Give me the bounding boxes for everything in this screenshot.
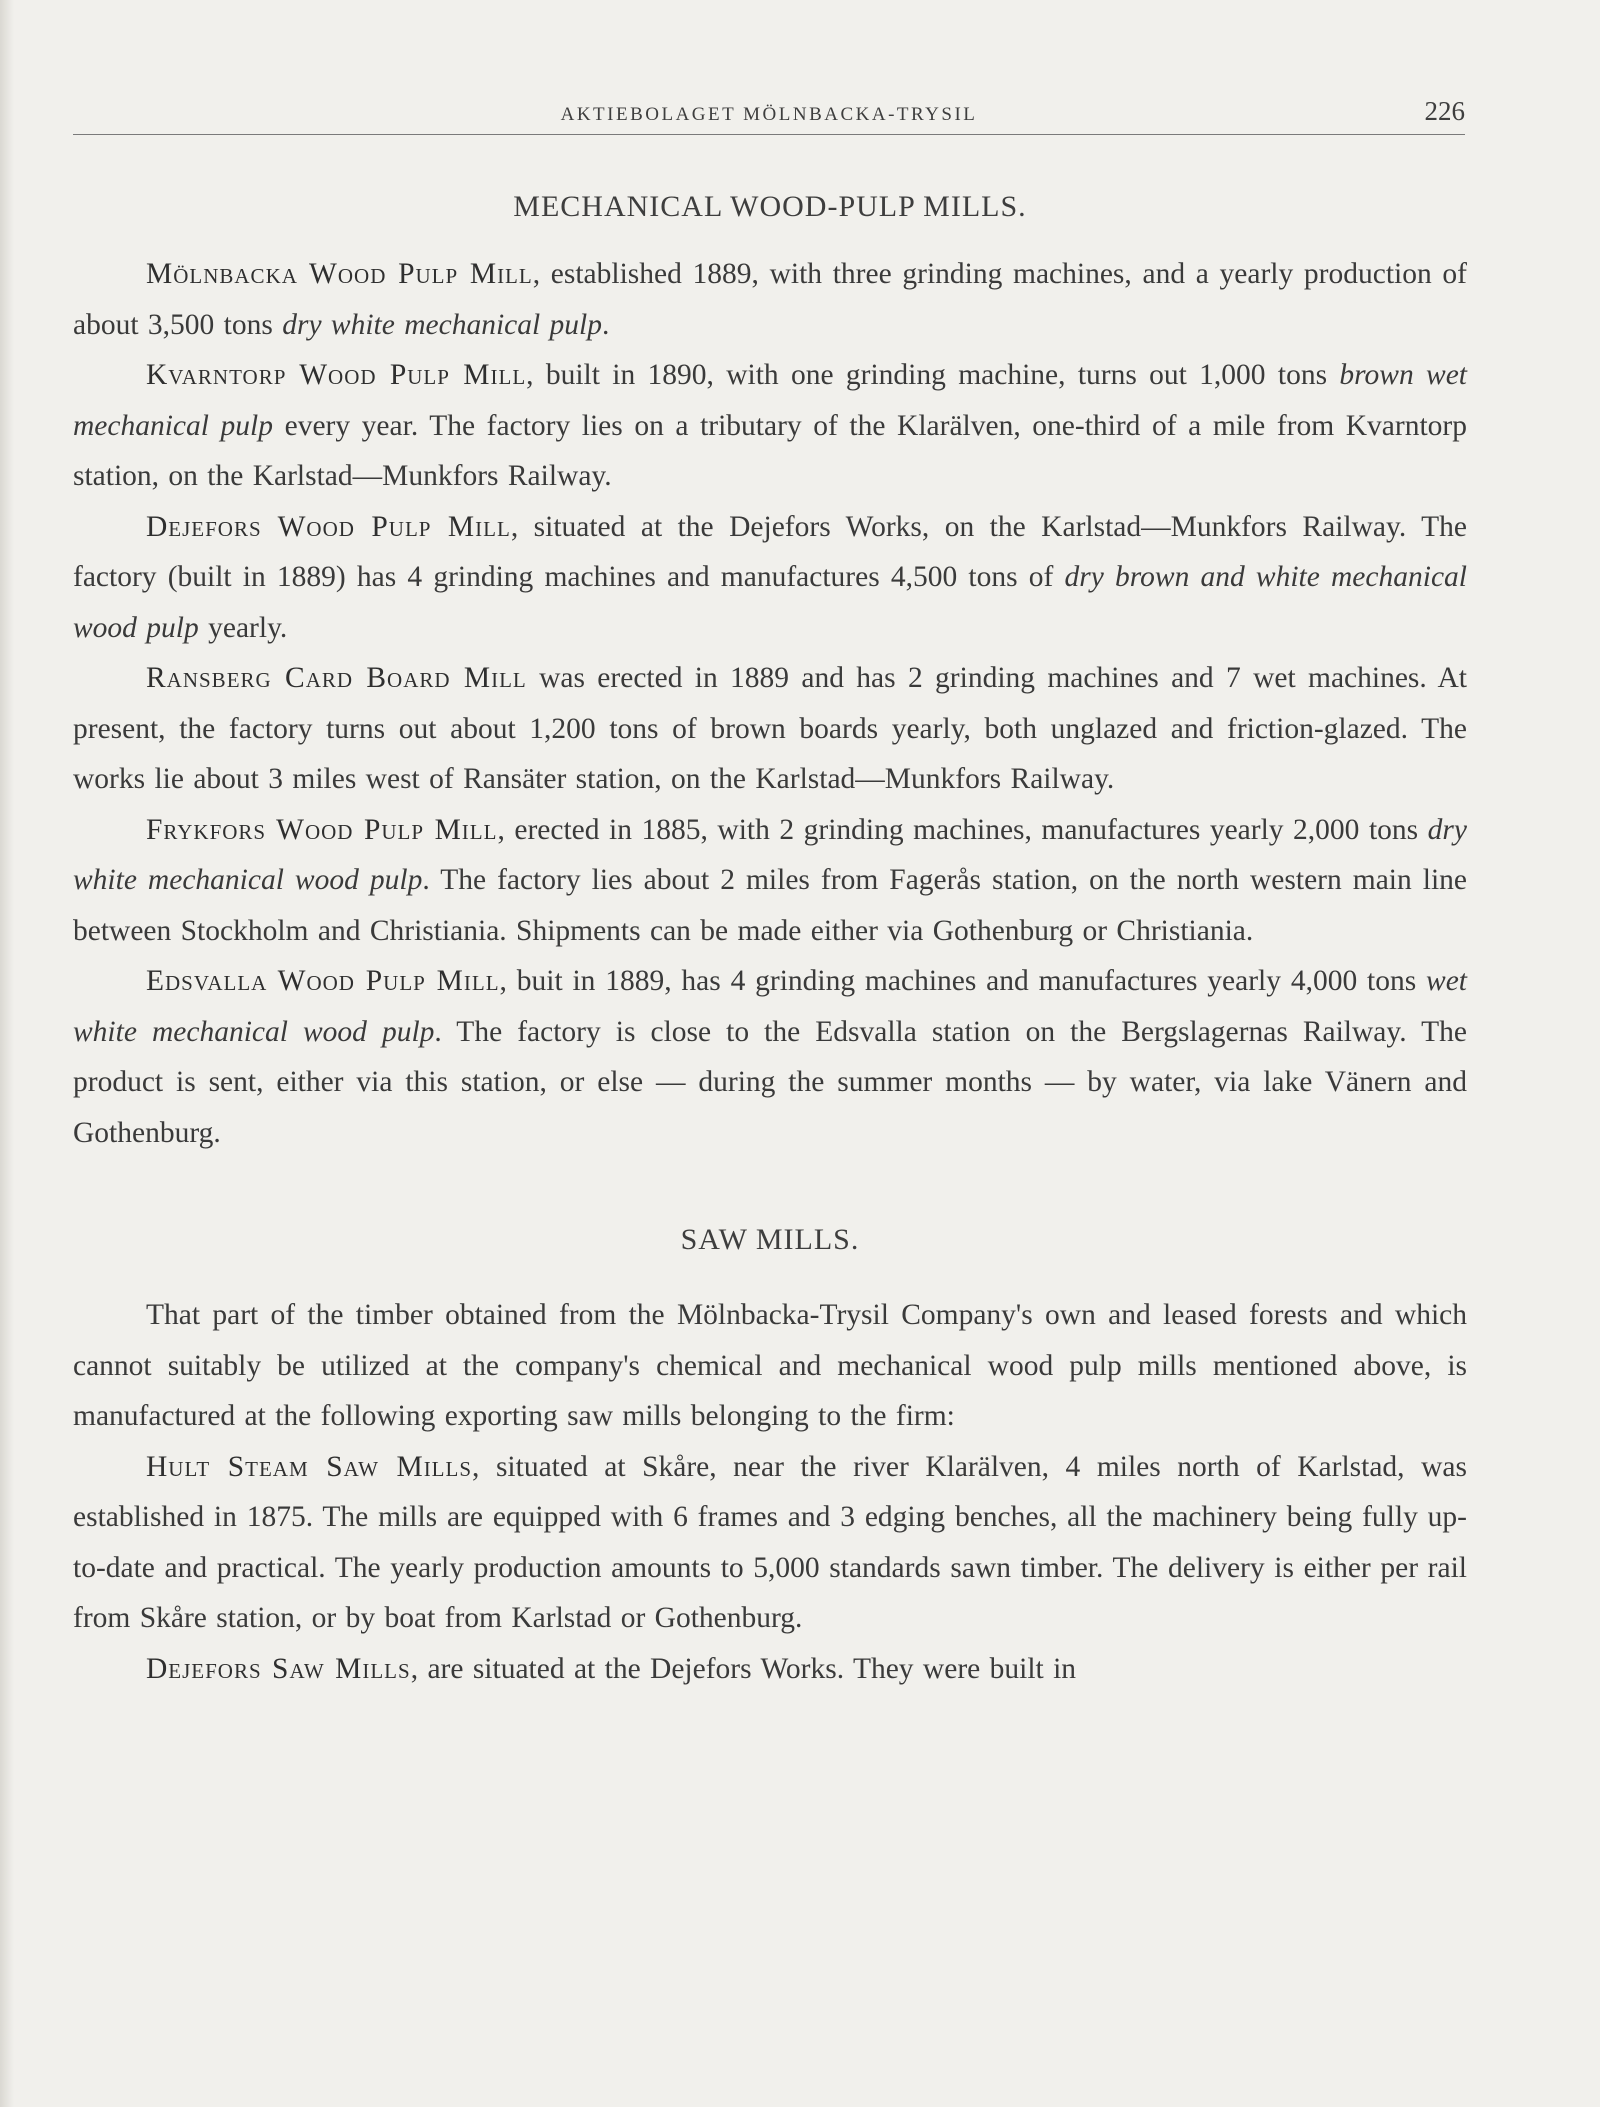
paragraph-text: , erected in 1885, with 2 grinding machines, manufactures yearly 2,000 tons — [497, 813, 1428, 846]
paragraph-hult — [73, 1442, 1467, 1644]
product-name: brown wet mechanical pulp — [73, 359, 1467, 442]
mill-name: Mölnbacka Wood Pulp Mill — [146, 258, 533, 290]
section-heading-saw-mills: SAW MILLS. — [680, 1223, 860, 1256]
paragraph-kvarntorp — [73, 350, 1467, 502]
paragraph-text: , established 1889, with three grinding machines, and a yearly production of about 3,500 tons — [73, 258, 1467, 341]
paragraph-dejefors-pulp — [73, 502, 1467, 654]
paragraph-frykfors — [73, 805, 1467, 957]
product-name: dry white mechanical wood pulp — [73, 813, 1467, 896]
mill-name: Dejefors Saw Mills — [146, 1652, 411, 1685]
paragraph-dejefors-saw — [73, 1644, 1467, 1695]
paragraph-text: every year. The factory lies on a tributary of the Klarälven, one-third of a mile from Kvarntorp station, on the Karlstad—Munkfors Railway. — [73, 409, 1467, 492]
paragraph-text: was erected in 1889 and has 2 grinding machines and 7 wet machines. At present, the factory turns out about 1,200 tons of brown boards yearly, both unglazed and friction-glazed. The works lie about 3 miles west of Ransäter station, on the Karlstad—Munkfors Railway. — [73, 662, 1467, 795]
mill-name: Ransberg Card Board Mill — [146, 662, 527, 694]
mill-name: Frykfors Wood Pulp Mill — [146, 813, 498, 846]
running-title: AKTIEBOLAGET MÖLNBACKA-TRYSIL — [560, 104, 978, 125]
paragraph-text: , built in 1890, with one grinding machine, turns out 1,000 tons — [526, 359, 1340, 391]
paragraph-molnbacka — [73, 249, 1467, 350]
product-name: dry brown and white mechanical wood pulp — [73, 561, 1467, 644]
paragraph-text: , buit in 1889, has 4 grinding machines and manufactures yearly 4,000 tons — [499, 965, 1427, 997]
paragraph-ransberg — [73, 653, 1467, 805]
paragraph-edsvalla — [73, 956, 1467, 1158]
page-number: 226 — [1424, 96, 1465, 126]
running-header — [73, 96, 1465, 135]
mill-name: Kvarntorp Wood Pulp Mill — [146, 359, 527, 391]
page-body — [73, 187, 1467, 1694]
mill-name: Edsvalla Wood Pulp Mill — [146, 965, 500, 997]
paragraph-text: . The factory lies about 2 miles from Fagerås station, on the north western main line between Stockholm and Christiania. Shipments can be made either via Gothenburg or Christiania. — [73, 864, 1468, 947]
paragraph-text: , situated at Skåre, near the river Klarälven, 4 miles north of Karlstad, was established in 1875. The mills are equipped with 6 frames and 3 edging benches, all the machinery being fully up-to-date and practical. The yearly production amounts to 5,000 standards sawn timber. The delivery is either per rail from Skåre station, or by boat from Karlstad or Gothenburg. — [73, 1450, 1467, 1634]
section-heading-wood-pulp: MECHANICAL WOOD-PULP MILLS. — [513, 190, 1027, 223]
paragraph-saw-intro — [73, 1290, 1467, 1442]
product-name: wet white mechanical wood pulp — [73, 965, 1467, 1048]
paragraph-text: , situated at the Dejefors Works, on the Karlstad—Munkfors Railway. The factory (built in 1889) has 4 grinding machines and manufactures 4,500 tons of — [73, 510, 1467, 593]
paragraph-text: . — [602, 308, 610, 341]
page-spine-shadow — [0, 0, 14, 2107]
paragraph-text: . The factory is close to the Edsvalla station on the Bergslagernas Railway. The product is sent, either via this station, or else — during the summer months — by water, via lake Vänern and Gothenburg. — [73, 1015, 1467, 1149]
product-name: dry white mechanical pulp — [282, 308, 603, 341]
paragraph-text: That part of the timber obtained from the Mölnbacka-Trysil Company's own and leased forests and which cannot suitably be utilized at the company's chemical and mechanical wood pulp mills mentioned above, is manufactured at the following exporting saw mills belonging to the firm: — [73, 1299, 1467, 1432]
mill-name: Dejefors Wood Pulp Mill — [146, 510, 511, 543]
paragraph-text: yearly. — [198, 611, 288, 644]
mill-name: Hult Steam Saw Mills — [146, 1450, 473, 1483]
paragraph-text: , are situated at the Dejefors Works. They were built in — [410, 1652, 1077, 1685]
